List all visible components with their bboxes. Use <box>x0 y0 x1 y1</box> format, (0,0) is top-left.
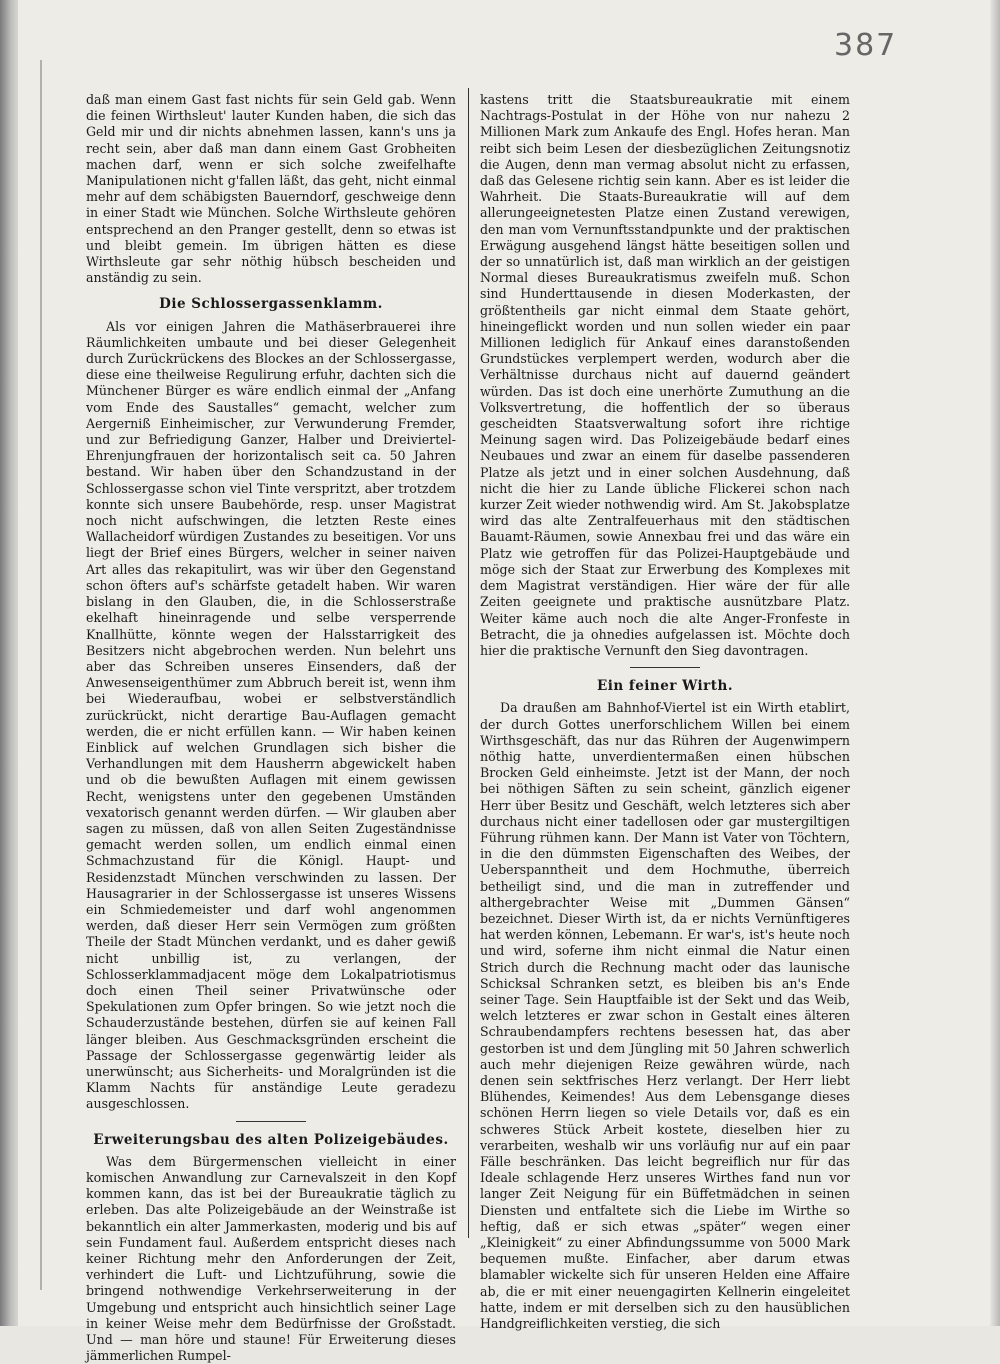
left-column <box>86 92 456 1364</box>
right-column <box>480 92 850 1332</box>
page-binding-shadow <box>0 0 18 1326</box>
heading-schlossergassenklamm: Die Schlossergassenklamm. <box>159 296 383 313</box>
section-rule <box>236 1121 306 1122</box>
page-right-edge <box>990 0 1000 1326</box>
column-divider <box>468 88 469 1238</box>
article-polizeigebaeude: Was dem Bürgermenschen vielleicht in einer komischen Anwandlung zur Carnevalszeit in den Kopf kommen kann, das ist bei der Bureaukratie täglich zu erleben. Das alte Polizeigebäude an der Weinstraße ist bekanntlich ein alter Jammerkasten, moderig und bis auf sein Fundament faul. Außerdem entspricht dieses nach keiner Richtung mehr den Anforderungen der Zeit, verhindert die Luft- und Lichtzuführung, sowie die bringend nothwendige Verkehrserweiterung in der Umgebung und entspricht auch hinsichtlich seiner Lage in keiner Weise mehr dem Bedürfnisse der Großstadt. Und — man höre und staune! Für Erweiterung dieses jämmerlichen Rumpel- <box>86 1153 456 1364</box>
article-schlossergassenklamm: Als vor einigen Jahren die Mathäserbrauerei ihre Räumlichkeiten umbaute und bei dieser Gelegenheit durch Zurückrückens des Blockes an der Schlossergasse, diese eine theilweise Regulirung erfuhr, dachten sich die Münchener Bürger es wäre endlich einmal der „Anfang vom Ende des Saustalles“ gemacht, welcher zum Aergerniß Einheimischer, zur Verwunderung Fremder, und zur Befriedigung Ganzer, Halber und Dreiviertel-Ehrenjungfrauen der horizontalisch seit ca. 50 Jahren bestand. Wir haben über den Schandzustand in der Schlossergasse schon viel Tinte verspritzt, aber trotzdem konnte sich unsere Baubehörde, resp. unser Magistrat noch nicht aufschwingen, die letzten Reste eines Wallacheidorf würdigen Zustandes zu beseitigen. Vor uns liegt der Brief eines Bürgers, welcher in seiner naiven Art alles das rekapitulirt, was wir über den Gegenstand schon öfters auf's schärfste getadelt haben. Wir waren bislang in den Glauben, die, in die Schlosserstraße ekelhaft hineinragende und selbe versperrende Knallhütte, könnte wegen der Halsstarrigkeit des Besitzers nicht abgebrochen werden. Nun belehrt uns aber das Schreiben unseres Einsenders, daß der Anwesenseigenthümer zum Abbruch bereit ist, wenn ihm bei Wiederaufbau, wobei er selbstverständlich zurückrückt, nicht derartige Bau-Auflagen gemacht werden, die er nicht erfüllen kann. — Wir haben keinen Einblick auf welchen Grundlagen sich bisher die Verhandlungen mit dem Hausherrn abgewickelt haben und ob die bewußten Auflagen mit einem gewissen Recht, wenigstens unter den gegebenen Umständen vexatorisch genannt werden dürfen. — Wir glauben aber sagen zu müssen, daß von allen Seiten Zugeständnisse gemacht werden sollen, um endlich einmal einen Schmachzustand für die Königl. Haupt- und Residenzstadt München verschwinden zu lassen. Der Hausagrarier in der Schlossergasse ist unseres Wissens ein Schmiedemeister und darf wohl angenommen werden, daß dieser Herr sein Vermögen zum größten Theile der Stadt München verdankt, und es daher gewiß nicht unbillig ist, zu verlangen, der Schlosserklammadjacent möge dem Lokalpatriotismus doch einen Theil seiner Privatwünsche oder Spekulationen zum Opfer bringen. So wie jetzt noch die Schauderzustände bestehen, dürfen sie auf keinen Fall länger bleiben. Aus Geschmacksgründen erscheint die Passage der Schlossergasse gegenwärtig leider als unerwünscht; aus Sicherheits- und Moralgründen ist die Klamm Nachts für anständige Leute geradezu ausgeschlossen. <box>86 318 456 1112</box>
heading-feiner-wirth: Ein feiner Wirth. <box>596 678 734 695</box>
article-polizeigebaeude-continued: kastens tritt die Staatsbureaukratie mit einem Nachtrags-Postulat in der Höhe von nur nahezu 2 Millionen Mark zum Ankaufe des Engl. Hofes heran. Man reibt sich beim Lesen der diesbezüglichen Zeitungsnotiz die Augen, denn man vermag absolut nicht zu erfassen, daß das Gelesene richtig sein kann. Aber es ist leider die Wahrheit. Die Staats-Bureaukratie will auf dem allerungeeignetesten Platze einen Zustand verewigen, den man vom Vernunftsstandpunkte und der praktischen Erwägung ausgehend längst hätte beseitigen sollen und der so unnatürlich ist, daß man wirklich an der geistigen Normal dieses Bureaukratismus zweifeln muß. Schon sind Hunderttausende in diesen Moderkasten, der größtentheils gar nicht einmal dem Staate gehört, hineingeflickt worden und nun sollen wieder ein paar Millionen lediglich für Ankauf eines daranstoßenden Grundstückes verplempert werden, wodurch aber die Verhältnisse durchaus nicht auf dauernd geändert würden. Das ist doch eine unerhörte Zumuthung an die Volksvertretung, die hoffentlich der so überaus gescheidten Staatsverwaltung sofort ihre richtige Meinung sagen wird. Das Polizeigebäude bedarf eines Neubaues und zwar an einem für daselbe passenderen Platze als jetzt und in einer solchen Ausdehnung, daß nicht die hier zu Lande übliche Flickerei schon nach kurzer Zeit wieder nothwendig wird. Am St. Jakobsplatze wird das alte Zentralfeuerhaus mit den städtischen Bauamt-Räumen, sowie Annexbau frei und das wäre ein Platz wie getroffen für das Polizei-Hauptgebäude und möge sich der Staat zur Erwerbung des Komplexes mit dem Magistrat verständigen. Hier wäre der für alle Zeiten geeignete und praktische ausnützbare Platz. Weiter käme auch noch die alte Anger-Fronfeste in Betracht, die ja ohnedies aufgelassen ist. Möchte doch hier die praktische Vernunft den Sieg davontragen. <box>480 92 850 658</box>
intro-paragraph: daß man einem Gast fast nichts für sein Geld gab. Wenn die feinen Wirthsleut' lauter Kunden haben, die sich das Geld mir und dir nichts abnehmen lassen, kann's uns ja recht sein, aber daß man dann einem Gast Grobheiten machen darf, wenn er sich solche zweifelhafte Manipulationen nicht g'fallen läßt, das geht, nicht einmal mehr auf dem schäbigsten Bauerndorf, geschweige denn in einer Stadt wie München. Solche Wirthsleute gehören entsprechend an den Pranger gestellt, denn so etwas ist und bleibt gemein. Im übrigen hätten es diese Wirthsleute gar sehr nöthig hübsch bescheiden und anständig zu sein. <box>86 92 456 286</box>
section-rule <box>630 667 700 668</box>
article-feiner-wirth: Da draußen am Bahnhof-Viertel ist ein Wirth etablirt, der durch Gottes unerforschlichem Willen bei einem Wirthsgeschäft, das nur das Rühren der Augenwimpern nöthig hatte, unverdientermaßen einen hübschen Brocken Geld einheimste. Jetzt ist der Mann, der noch bei nöthigen Säften zu sein scheint, gänzlich eigener Herr über Besitz und Geschäft, welch letzteres sich aber durchaus nicht einer tadellosen oder gar mustergiltigen Führung rühmen kann. Der Mann ist Vater von Töchtern, in die den dümmsten Eigenschaften des Weibes, der Ueberspanntheit und dem Hochmuthe, überreich betheiligt sind, und die man in zutreffender und althergebrachter Weise mit „Dummen Gänsen“ bezeichnet. Dieser Wirth ist, da er nichts Vernünftigeres hat werden können, Lebemann. Er war's, ist's heute noch und wird, soferne ihm nicht einmal die Natur einen Strich durch die Rechnung macht oder das launische Schicksal Schranken setzt, es bleiben bis an's Ende seiner Tage. Sein Hauptfaible ist der Sekt und das Weib, welch letzteres er zwar schon in Gestalt eines älteren Schraubendampfers rechtens besessen hat, das aber gestorben ist und dem Jüngling mit 50 Jahren schwerlich auch mehr diejenigen Reize gewähren würde, nach denen sein sektfrisches Herz verlangt. Der Herr liebt Blühendes, Keimendes! Aus dem Lebensgange dieses schönen Herrn liegen so viele Details vor, daß es ein schweres Stück Arbeit kostete, dieselben hier zu verarbeiten, weshalb wir uns vorläufig nur auf ein paar Fälle beschränken. Das leicht begreiflich nur für das Ideale schlagende Herz unseres Wirthes fand nun vor langer Zeit Neigung für ein Büffetmädchen in seinen Diensten und entfaltete sich die Liebe im Wirthe so heftig, daß er sich etwas „später“ wegen einer „Kleinigkeit“ zu einer Abfindungssumme von 5000 Mark bequemen mußte. Einfacher, aber darum etwas blamabler wickelte sich für unseren Helden eine Affaire ab, die er mit einer neuengagirten Kellnerin eingeleitet hatte, indem er mit derselben sich zu den hausüblichen Handgreiflichkeiten verstieg, die sich <box>480 700 850 1332</box>
page-number: 387 <box>834 28 898 63</box>
heading-polizeigebaeude: Erweiterungsbau des alten Polizeigebäudes. <box>93 1131 449 1148</box>
page-edge-line <box>40 60 42 1290</box>
